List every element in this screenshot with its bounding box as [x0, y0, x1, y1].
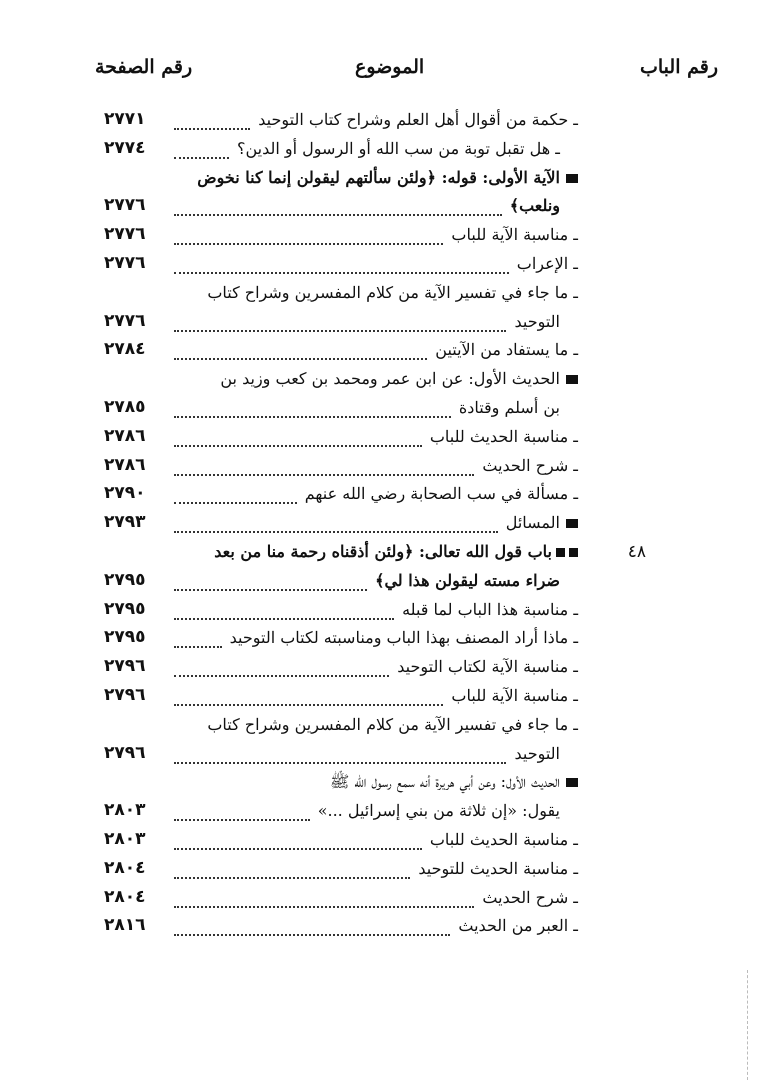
toc-entry — [0, 281, 758, 310]
page-number-column-header: رقم الصفحة — [95, 56, 193, 78]
page-number: ٢٧٧١ — [104, 109, 146, 129]
toc-entries-list — [0, 108, 758, 943]
page-number: ٢٨٠٣ — [104, 800, 146, 821]
page-number: ٢٧٨٥ — [104, 396, 146, 417]
toc-topic — [430, 427, 578, 446]
topic-column-header: الموضوع — [355, 56, 425, 78]
toc-topic — [330, 772, 578, 795]
toc-entry — [0, 713, 758, 742]
toc-entry — [0, 310, 758, 339]
toc-topic-text: ـ حكمة من أقوال أهل العلم وشراح كتاب التوحيد — [258, 110, 578, 129]
page-number: ٢٧٩٣ — [104, 512, 146, 533]
dot-leader — [174, 748, 506, 764]
dot-leader — [174, 604, 394, 620]
toc-topic — [430, 830, 578, 849]
toc-topic — [510, 196, 560, 215]
toc-topic-text: ـ مناسبة الآية للباب — [451, 225, 578, 245]
toc-topic — [514, 744, 560, 763]
dot-leader — [174, 316, 506, 332]
page-number: ٢٧٩٠ — [104, 483, 146, 504]
toc-topic-text: ـ مسألة في سب الصحابة رضي الله عنهم — [304, 484, 578, 504]
toc-topic-text: الآية الأولى: قوله: ﴿ولئن سألتهم ليقولن إنما كنا نخوض — [197, 167, 560, 187]
toc-topic-text: ـ مناسبة الحديث للباب — [429, 426, 578, 446]
toc-topic — [220, 369, 578, 388]
dot-leader — [174, 632, 222, 648]
toc-entry — [0, 367, 758, 396]
page-number: ٢٧٩٥ — [104, 598, 146, 619]
dot-leader — [174, 114, 250, 130]
page-number: ٢٧٧٦ — [104, 224, 146, 245]
toc-entry — [0, 742, 758, 771]
toc-entry — [0, 569, 758, 598]
toc-topic-text: ـ العبر من الحديث — [458, 916, 578, 936]
toc-topic-text: ـ شرح الحديث — [482, 887, 578, 907]
dot-leader — [174, 258, 509, 274]
bullet-square-icon — [556, 548, 565, 557]
toc-topic-text: ـ ماذا أراد المصنف بهذا الباب ومناسبته لكتاب التوحيد — [229, 628, 578, 648]
toc-topic — [258, 110, 578, 129]
toc-topic — [418, 859, 578, 878]
dot-leader — [174, 200, 502, 216]
bullet-square-icon — [566, 375, 578, 384]
toc-entry — [0, 626, 758, 655]
toc-topic — [214, 542, 578, 561]
toc-entry — [0, 799, 758, 828]
toc-entry — [0, 655, 758, 684]
page-number: ٢٨٠٤ — [104, 857, 146, 878]
toc-entry — [0, 166, 758, 195]
toc-topic-text: يقول: «إن ثلاثة من بني إسرائيل ...» — [317, 801, 560, 821]
page-number: ٢٧٨٦ — [104, 454, 146, 475]
toc-topic-text: ـ مناسبة الآية لكتاب التوحيد — [397, 657, 578, 677]
toc-topic — [207, 283, 578, 302]
dot-leader — [174, 920, 450, 936]
toc-topic-text: التوحيد — [514, 311, 560, 331]
page-number: ٢٧٨٤ — [104, 339, 146, 360]
toc-entry — [0, 770, 758, 799]
toc-entry — [0, 482, 758, 511]
page-number: ٢٧٩٦ — [104, 684, 146, 705]
dot-leader — [174, 517, 498, 533]
toc-topic-text: ضراء مسته ليقولن هذا لي﴾ — [375, 570, 560, 590]
chapter-number: ٤٨ — [627, 541, 646, 562]
toc-entry — [0, 857, 758, 886]
dot-leader — [174, 460, 474, 476]
toc-topic — [402, 600, 578, 619]
toc-entry — [0, 914, 758, 943]
toc-topic-text: التوحيد — [514, 743, 560, 763]
dot-leader — [174, 575, 367, 591]
toc-entry — [0, 396, 758, 425]
toc-entry — [0, 540, 758, 569]
page-number: ٢٨١٦ — [104, 915, 146, 936]
toc-topic-text: ـ شرح الحديث — [482, 455, 578, 475]
toc-topic — [197, 168, 578, 187]
toc-topic-text: ـ مناسبة الحديث للتوحيد — [418, 858, 578, 878]
toc-topic — [517, 254, 578, 273]
page-number: ٢٧٩٥ — [104, 627, 146, 648]
toc-topic-text: ـ ما يستفاد من الآيتين — [435, 340, 578, 360]
dot-leader — [174, 431, 422, 447]
toc-topic-text: ـ ما جاء في تفسير الآية من كلام المفسرين وشراح كتاب — [207, 714, 578, 734]
dot-leader — [174, 690, 443, 706]
toc-topic-text: باب قول الله تعالى: ﴿ولئن أذقناه رحمة منا من بعد — [214, 541, 552, 561]
toc-topic — [458, 916, 578, 935]
toc-topic — [459, 398, 560, 417]
page-number: ٢٨٠٣ — [104, 828, 146, 849]
page-number: ٢٨٠٤ — [104, 886, 146, 907]
dot-leader — [174, 661, 389, 677]
toc-topic — [451, 686, 578, 705]
toc-topic — [237, 139, 560, 158]
dot-leader — [174, 344, 427, 360]
toc-entry — [0, 338, 758, 367]
toc-topic-text: ونلعب﴾ — [509, 196, 560, 216]
dot-leader — [174, 892, 474, 908]
page-number: ٢٧٧٤ — [104, 137, 146, 158]
toc-topic-text: المسائل — [505, 513, 560, 533]
toc-entry — [0, 511, 758, 540]
toc-entry — [0, 223, 758, 252]
toc-topic — [482, 888, 578, 907]
dot-leader — [174, 834, 422, 850]
bullet-square-icon — [569, 548, 578, 557]
page-number: ٢٧٩٦ — [104, 656, 146, 677]
page-number: ٢٧٩٦ — [104, 742, 146, 763]
toc-topic — [397, 657, 578, 676]
page-number: ٢٧٧٦ — [104, 252, 146, 273]
toc-entry — [0, 194, 758, 223]
toc-topic — [305, 484, 578, 503]
toc-entry — [0, 454, 758, 483]
toc-topic-text: ـ ما جاء في تفسير الآية من كلام المفسرين وشراح كتاب — [207, 282, 578, 302]
dot-leader — [174, 402, 451, 418]
toc-topic — [207, 715, 578, 734]
toc-entry — [0, 137, 758, 166]
dot-leader — [174, 488, 297, 504]
toc-topic — [514, 312, 560, 331]
toc-topic-text: ـ مناسبة الآية للباب — [451, 685, 578, 705]
toc-entry — [0, 425, 758, 454]
toc-topic — [375, 571, 560, 590]
page-number: ٢٧٧٦ — [104, 195, 146, 216]
toc-entry — [0, 598, 758, 627]
toc-entry — [0, 684, 758, 713]
toc-topic — [318, 801, 560, 820]
toc-topic-text: ـ الإعراب — [516, 253, 578, 273]
toc-topic — [482, 456, 578, 475]
toc-topic-text: الحديث الأول: عن ابن عمر ومحمد بن كعب وزيد بن — [220, 369, 560, 389]
page-number: ٢٧٧٦ — [104, 310, 146, 331]
toc-entry — [0, 828, 758, 857]
chapter-number-column-header: رقم الباب — [640, 56, 718, 78]
toc-topic-text: ـ مناسبة هذا الباب لما قبله — [402, 599, 578, 619]
page-number: ٢٧٨٦ — [104, 425, 146, 446]
toc-topic-text: ـ مناسبة الحديث للباب — [429, 829, 578, 849]
bullet-square-icon — [566, 519, 578, 528]
toc-topic-text: بن أسلم وقتادة — [458, 397, 560, 417]
toc-topic-text: الحديث الأول: وعن أبي هريرة أنه سمع رسول الله ﷺ — [329, 772, 560, 792]
toc-topic — [230, 628, 578, 647]
bullet-square-icon — [566, 778, 578, 787]
toc-topic — [435, 340, 578, 359]
page-number: ٢٧٩٥ — [104, 569, 146, 590]
toc-entry — [0, 252, 758, 281]
toc-topic-text: ـ هل تقبل توبة من سب الله أو الرسول أو الدين؟ — [236, 138, 560, 158]
toc-entry — [0, 886, 758, 915]
margin-divider — [747, 970, 748, 1080]
dot-leader — [174, 229, 443, 245]
toc-topic — [506, 513, 578, 532]
bullet-square-icon — [566, 174, 578, 183]
toc-topic — [451, 225, 578, 244]
dot-leader — [174, 805, 310, 821]
toc-entry — [0, 108, 758, 137]
dot-leader — [174, 143, 229, 159]
dot-leader — [174, 863, 410, 879]
